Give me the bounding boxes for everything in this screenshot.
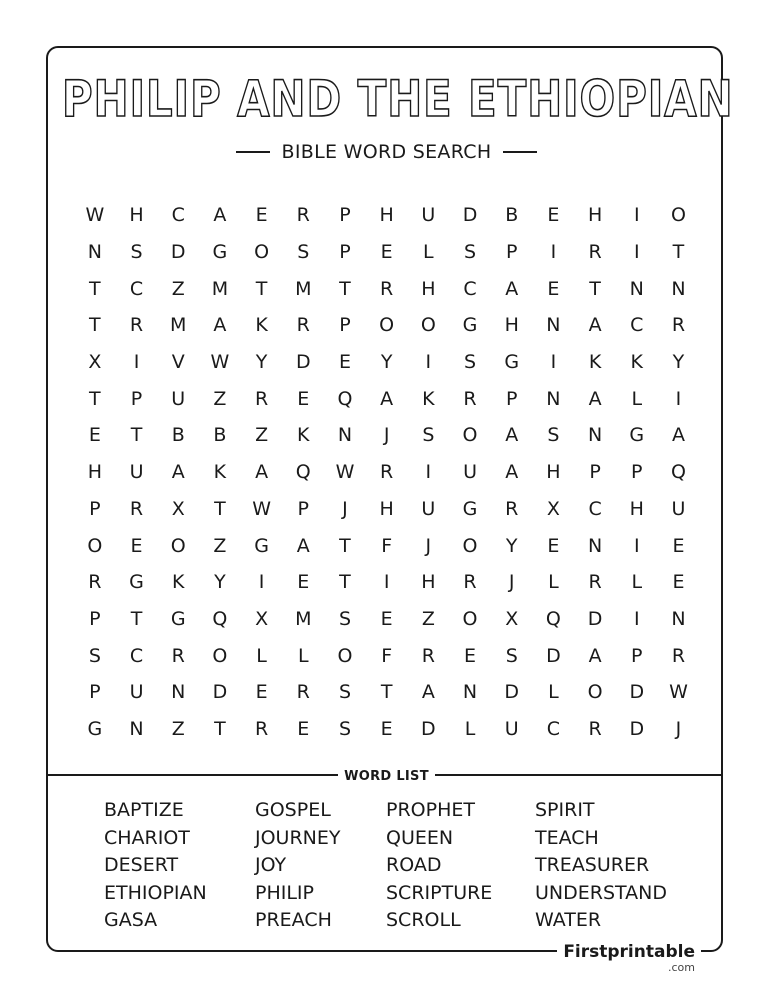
grid-letter: A [421,681,435,704]
grid-letter: S [464,351,477,374]
word-list-item: UNDERSTAND [535,881,667,904]
grid-letter: U [421,497,436,520]
word-list-item: ETHIOPIAN [104,881,207,904]
grid-letter: S [130,241,143,264]
grid-letter: X [88,351,102,374]
grid-letter: I [633,534,640,557]
grid-letter: P [89,497,101,520]
grid-letter: X [546,497,560,520]
grid-letter: E [255,204,268,227]
grid-letter: H [546,461,561,484]
grid-letter: E [547,277,560,300]
grid-letter: O [379,314,395,337]
grid-letter: V [171,351,185,374]
grid-letter: Y [255,351,268,374]
grid-letter: Q [337,387,353,410]
grid-letter: F [381,644,393,667]
grid-letter: J [425,534,432,557]
grid-letter: Z [255,424,269,447]
word-list-item: PHILIP [255,881,314,904]
grid-letter: U [504,717,519,740]
grid-letter: R [588,571,602,594]
word-list-item: CHARIOT [104,826,190,849]
grid-letter: A [380,387,394,410]
word-list-label-wrap [0,765,773,784]
grid-letter: T [214,717,226,740]
grid-letter: N [337,424,353,447]
grid-letter: X [505,607,519,630]
grid-letter: G [212,241,228,264]
grid-letter: A [296,534,310,557]
grid-letter: N [546,387,561,410]
grid-letter: D [421,717,436,740]
grid-letter: I [258,571,265,594]
grid-letter: D [170,241,186,264]
word-list-item: PROPHET [386,799,475,821]
grid-letter: D [504,681,520,704]
grid-letter: K [213,461,227,484]
grid-letter: H [421,571,436,594]
grid-letter: R [380,277,394,300]
grid-letter: I [133,351,140,374]
grid-letter: W [85,204,105,227]
grid-letter: S [464,241,477,264]
grid-letter: S [88,644,101,667]
grid-letter: S [297,241,310,264]
grid-letter: K [630,351,644,374]
grid-letter: P [130,387,143,410]
grid-letter: G [504,351,520,374]
word-list-item: SPIRIT [535,799,595,821]
grid-letter: T [339,534,351,557]
word-list-item: TREASURER [535,854,650,876]
grid-letter: J [675,717,682,740]
grid-letter: T [672,241,685,264]
word-list-item: DESERT [104,854,179,876]
grid-letter: R [588,241,602,264]
grid-letter: F [381,534,393,557]
word-list-item: SCROLL [386,909,461,931]
grid-letter: R [421,644,435,667]
grid-letter: Z [171,277,185,300]
grid-letter: I [633,204,640,227]
grid-letter: R [88,571,102,594]
grid-letter: H [129,204,144,227]
grid-letter: I [633,241,640,264]
grid-letter: H [379,204,394,227]
grid-letter: R [129,497,144,520]
grid-letter: E [380,717,393,740]
grid-letter: E [130,534,143,557]
grid-letter: I [633,607,640,630]
grid-letter: U [171,387,186,410]
grid-letter: E [88,424,101,447]
grid-letter: O [170,534,186,557]
grid-letter: P [631,461,643,484]
grid-letter: S [338,717,351,740]
grid-letter: E [672,571,685,594]
subtitle-left-rule [236,151,270,153]
grid-letter: O [420,314,436,337]
word-list-item: BAPTIZE [104,799,184,821]
grid-letter: Y [672,351,685,374]
grid-letter: P [89,607,101,630]
grid-letter: C [588,497,602,520]
grid-letter: O [254,241,270,264]
grid-letter: G [129,571,144,594]
brand-name: Firstprintable [563,942,695,962]
grid-letter: C [129,644,144,667]
grid-letter: S [505,644,518,667]
word-list-item: GASA [104,909,158,931]
grid-letter: T [130,424,143,447]
grid-letter: N [462,681,478,704]
grid-letter: E [672,534,685,557]
grid-letter: Y [380,351,393,374]
grid-letter: A [255,461,269,484]
grid-letter: A [171,461,185,484]
word-list-item: SCRIPTURE [386,881,493,904]
grid-letter: O [462,424,478,447]
grid-letter: O [670,204,686,227]
grid-letter: L [464,717,476,740]
grid-letter: G [87,717,103,740]
grid-letter: K [171,571,185,594]
subtitle-right-rule [503,151,537,153]
brand-logo [557,942,701,974]
grid-letter: E [297,571,310,594]
grid-letter: E [380,241,393,264]
grid-letter: N [671,277,686,300]
grid-letter: M [211,277,229,300]
grid-letter: C [171,204,185,227]
grid-letter: D [462,204,478,227]
grid-letter: T [89,387,101,410]
grid-letter: M [295,607,312,630]
grid-letter: O [87,534,103,557]
grid-letter: E [297,387,310,410]
grid-letter: W [252,497,271,520]
grid-letter: R [588,717,602,740]
word-list-item: TEACH [535,826,599,849]
grid-letter: O [337,644,353,667]
grid-letter: E [338,351,351,374]
grid-letter: E [297,717,310,740]
grid-letter: P [589,461,601,484]
grid-letter: K [297,424,310,447]
grid-letter: U [421,204,436,227]
grid-letter: H [379,497,394,520]
grid-letter: P [505,387,518,410]
grid-letter: A [505,424,519,447]
grid-letter: W [335,461,355,484]
grid-letter: L [256,644,267,667]
grid-letter: M [170,314,187,337]
grid-letter: R [296,314,310,337]
word-list-label: WORD LIST [338,769,435,784]
grid-letter: O [212,644,228,667]
grid-letter: D [587,607,603,630]
grid-letter: D [546,644,561,667]
grid-letter: I [425,461,432,484]
grid-letter: U [463,461,477,484]
grid-letter: R [129,314,144,337]
grid-letter: X [255,607,269,630]
grid-letter: E [255,681,268,704]
grid-letter: H [421,277,436,300]
grid-letter: Y [214,571,226,594]
grid-letter: A [213,204,227,227]
grid-letter: E [380,607,393,630]
grid-letter: T [339,277,351,300]
word-column [535,797,667,935]
grid-letter: J [383,424,390,447]
grid-letter: O [462,607,478,630]
grid-letter: D [629,717,645,740]
grid-letter: G [462,314,478,337]
grid-letter: R [296,204,310,227]
page-title: PHILIP AND THE ETHIOPIAN [61,70,734,128]
grid-letter: N [87,241,102,264]
grid-letter: T [339,571,351,594]
grid-letter: Q [670,461,686,484]
grid-letter: S [338,681,351,704]
grid-letter: B [171,424,185,447]
grid-letter: Y [505,534,518,557]
grid-letter: R [463,387,477,410]
grid-letter: N [629,277,644,300]
grid-letter: S [338,607,351,630]
grid-letter: R [296,681,310,704]
grid-letter: W [669,681,688,704]
grid-letter: G [170,607,186,630]
grid-letter: L [297,644,309,667]
grid-letter: C [129,277,144,300]
word-column [255,797,341,935]
grid-letter: T [380,681,393,704]
grid-letter: P [505,241,518,264]
word-list-item: GOSPEL [255,799,331,821]
word-list-item: JOY [255,854,287,876]
grid-letter: G [254,534,269,557]
grid-letter: C [630,314,644,337]
grid-letter: T [130,607,143,630]
grid-letter: L [548,571,559,594]
grid-letter: M [295,277,312,300]
grid-letter: A [505,461,519,484]
grid-letter: Q [212,607,228,630]
grid-letter: C [463,277,477,300]
grid-letter: T [255,277,268,300]
grid-letter: O [587,681,603,704]
grid-letter: Z [171,717,185,740]
grid-letter: J [508,571,515,594]
word-list-item: ROAD [386,854,442,876]
grid-letter: E [547,204,560,227]
grid-letter: X [171,497,185,520]
grid-letter: D [295,351,311,374]
grid-letter: G [629,424,645,447]
word-list-item: QUEEN [386,826,454,849]
grid-letter: K [255,314,268,337]
grid-letter: A [588,644,602,667]
grid-letter: L [548,681,559,704]
grid-letter: S [547,424,560,447]
grid-letter: R [671,644,686,667]
grid-letter: A [213,314,227,337]
grid-letter: I [675,387,682,410]
grid-letter: U [671,497,686,520]
grid-letter: R [671,314,686,337]
grid-letter: P [339,314,351,337]
grid-letter: R [463,571,477,594]
grid-letter: P [89,681,101,704]
grid-letter: R [505,497,519,520]
grid-letter: T [589,277,601,300]
grid-letter: N [129,717,144,740]
grid-letter: N [546,314,561,337]
grid-letter: Q [295,461,311,484]
word-column [386,797,492,935]
grid-letter: R [171,644,185,667]
grid-letter: A [588,387,602,410]
grid-letter: C [546,717,561,740]
grid-letter: Z [213,387,227,410]
grid-letter: Z [213,534,227,557]
grid-letter: I [550,351,557,374]
grid-letter: Q [545,607,561,630]
grid-letter: Z [421,607,435,630]
grid-letter: N [671,607,686,630]
grid-letter: U [129,681,144,704]
grid-letter: N [587,424,603,447]
grid-letter: K [422,387,435,410]
grid-letter: E [547,534,560,557]
grid-letter: H [504,314,519,337]
grid-letter: W [210,351,230,374]
grid-letter: D [629,681,645,704]
grid-letter: R [254,717,269,740]
grid-letter: L [423,241,434,264]
grid-letter: K [588,351,602,374]
grid-letter: A [588,314,602,337]
grid-letter: U [129,461,144,484]
grid-letter: P [297,497,310,520]
grid-letter: N [171,681,186,704]
grid-letter: O [462,534,478,557]
grid-letter: T [214,497,226,520]
grid-letter: B [213,424,227,447]
grid-letter: S [422,424,435,447]
grid-letter: H [587,204,603,227]
grid-letter: B [505,204,519,227]
grid-letter: N [587,534,603,557]
grid-letter: H [629,497,644,520]
grid-letter: A [671,424,685,447]
grid-letter: I [383,571,390,594]
grid-letter: R [380,461,394,484]
subtitle: BIBLE WORD SEARCH [281,141,492,163]
grid-letter: I [550,241,557,264]
subtitle-row [0,141,773,163]
grid-letter: G [462,497,478,520]
grid-letter: T [89,314,101,337]
grid-letter: D [212,681,228,704]
word-list-item: PREACH [255,909,332,931]
word-list-item: JOURNEY [255,826,341,849]
brand-suffix: .com [668,961,695,974]
word-column [104,797,207,935]
grid-letter: I [425,351,432,374]
grid-letter: R [254,387,269,410]
grid-letter: J [342,497,348,520]
letter-grid [74,197,699,747]
grid-letter: P [339,204,351,227]
grid-letter: P [339,241,351,264]
grid-letter: H [87,461,102,484]
grid-letter: L [631,571,643,594]
grid-letter: T [89,277,101,300]
grid-letter: L [631,387,643,410]
word-list-item: WATER [535,909,602,931]
grid-letter: A [505,277,519,300]
grid-letter: E [464,644,477,667]
grid-letter: P [631,644,643,667]
